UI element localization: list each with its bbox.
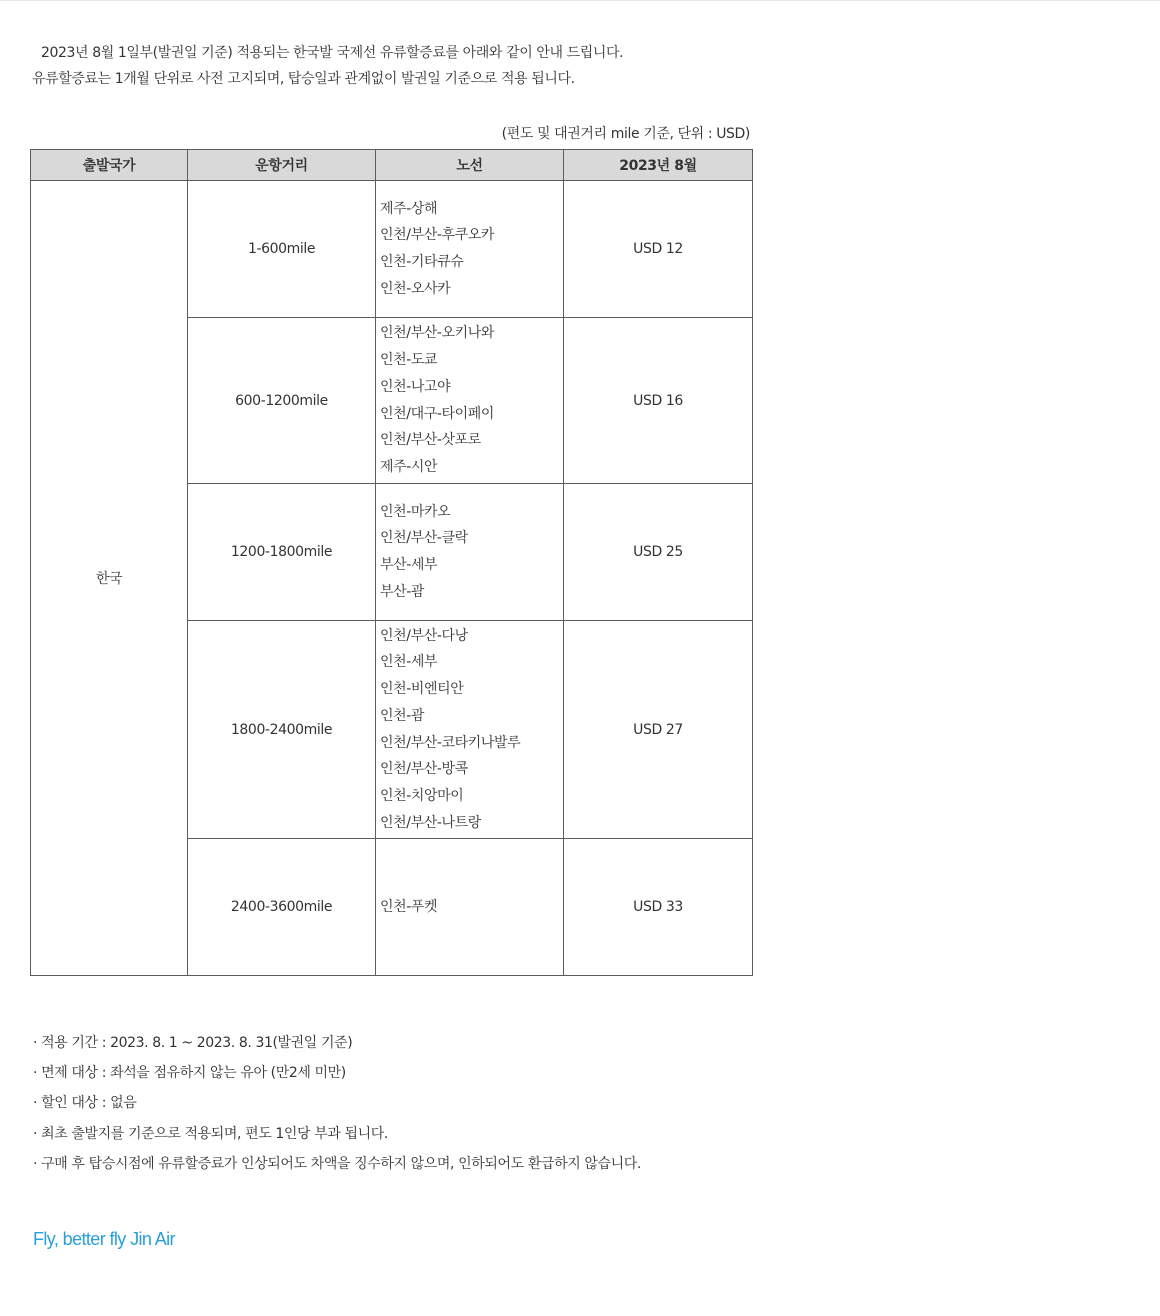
routes-cell — [376, 839, 564, 976]
route-item: 인천/부산-다낭 — [380, 627, 468, 644]
route-item: 인천-괌 — [380, 707, 425, 724]
fuel-surcharge-table — [30, 149, 753, 976]
route-item: 인천-치앙마이 — [380, 787, 464, 804]
fee-cell: USD 16 — [564, 318, 753, 484]
route-item: 부산-세부 — [380, 557, 438, 573]
route-item: 인천-비엔티안 — [380, 681, 464, 698]
header-country: 출발국가 — [31, 150, 188, 181]
distance-cell: 1200-1800mile — [188, 484, 376, 621]
route-item: 인천-마카오 — [380, 503, 451, 520]
unit-note: (편도 및 대권거리 mile 기준, 단위 : USD) — [501, 126, 750, 142]
note-item: · 적용 기간 : 2023. 8. 1 ~ 2023. 8. 31(발권일 기준) — [33, 1035, 353, 1051]
header-month: 2023년 8월 — [564, 150, 753, 181]
route-item: 인천-도쿄 — [380, 352, 438, 369]
country-cell: 한국 — [31, 181, 188, 976]
route-item: 인천-나고야 — [380, 378, 451, 395]
top-divider — [0, 0, 1160, 1]
header-routes: 노선 — [376, 150, 564, 181]
intro-line-2: 유류할증료는 1개월 단위로 사전 고지되며, 탑승일과 관계없이 발권일 기준으로 적용 됩니다. — [32, 71, 575, 87]
routes-cell — [376, 621, 564, 839]
route-item: 인천/부산-클락 — [380, 530, 468, 547]
brand-slogan: Fly, better fly Jin Air — [33, 1229, 175, 1249]
notes-list — [33, 1028, 933, 1179]
intro-line-1: 2023년 8월 1일부(발권일 기준) 적용되는 한국발 국제선 유류할증료를 아래와 같이 안내 드립니다. — [41, 45, 624, 61]
fee-cell: USD 27 — [564, 621, 753, 839]
distance-cell: 1800-2400mile — [188, 621, 376, 839]
routes-cell — [376, 318, 564, 484]
route-item: 인천/부산-오키나와 — [380, 325, 494, 342]
route-item: 부산-괌 — [380, 583, 425, 600]
fee-cell: USD 25 — [564, 484, 753, 621]
route-item: 인천-푸켓 — [380, 898, 438, 915]
routes-cell — [376, 181, 564, 318]
route-item: 제주-상해 — [380, 200, 438, 217]
distance-cell: 1-600mile — [188, 181, 376, 318]
routes-cell — [376, 484, 564, 621]
route-item: 인천/부산-나트랑 — [380, 814, 481, 831]
note-item: · 구매 후 탑승시점에 유류할증료가 인상되어도 차액을 징수하지 않으며, 인하되어도 환급하지 않습니다. — [33, 1155, 641, 1172]
distance-cell: 2400-3600mile — [188, 839, 376, 976]
route-item: 인천/부산-방콕 — [380, 761, 468, 778]
distance-cell: 600-1200mile — [188, 318, 376, 484]
fee-cell: USD 12 — [564, 181, 753, 318]
route-item: 인천-세부 — [380, 654, 438, 671]
fee-cell: USD 33 — [564, 839, 753, 976]
route-item: 인천/부산-삿포로 — [380, 432, 481, 449]
route-item: 제주-시안 — [380, 458, 438, 475]
route-item: 인천-기타큐슈 — [380, 254, 464, 270]
table-row — [31, 181, 753, 318]
intro-text — [32, 40, 832, 92]
note-item: · 면제 대상 : 좌석을 점유하지 않는 유아 (만2세 미만) — [33, 1065, 346, 1082]
header-distance: 운항거리 — [188, 150, 376, 181]
route-item: 인천/대구-타이페이 — [380, 405, 494, 422]
route-item: 인천-오사카 — [380, 280, 451, 297]
table-header-row — [31, 150, 753, 181]
note-item: · 최초 출발지를 기준으로 적용되며, 편도 1인당 부과 됩니다. — [33, 1125, 388, 1142]
route-item: 인천/부산-코타키나발루 — [380, 734, 521, 751]
note-item: · 할인 대상 : 없음 — [33, 1095, 137, 1112]
route-item: 인천/부산-후쿠오카 — [380, 227, 494, 244]
